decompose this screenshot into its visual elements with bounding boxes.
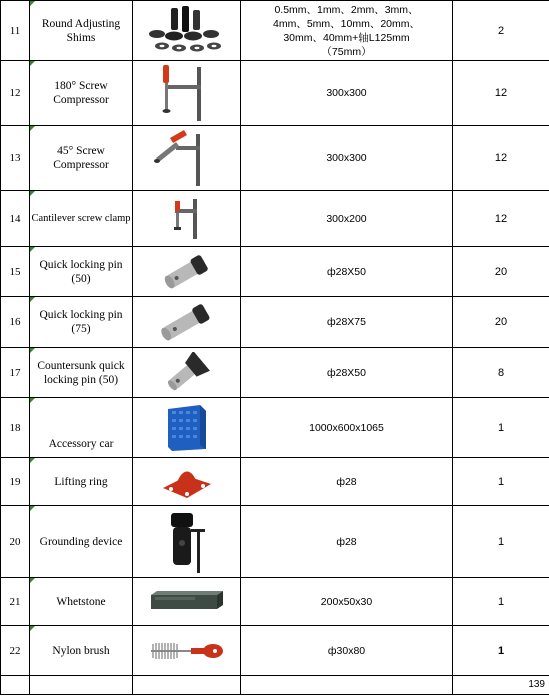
item-quantity: 1 <box>453 578 549 626</box>
screw-compressor-45-icon <box>133 126 241 191</box>
table-row <box>1 191 549 247</box>
table-row <box>1 348 549 398</box>
item-quantity: 12 <box>453 191 549 247</box>
item-spec: ф30x80 <box>241 626 453 676</box>
empty-cell <box>30 676 133 695</box>
item-quantity: 12 <box>453 126 549 191</box>
cantilever-clamp-icon <box>133 191 241 247</box>
item-spec: ф28X50 <box>241 348 453 398</box>
row-number: 18 <box>1 398 30 458</box>
item-quantity: 2 <box>453 1 549 61</box>
table-row <box>1 247 549 297</box>
table-row <box>1 458 549 506</box>
whetstone-icon <box>133 578 241 626</box>
item-spec: 1000x600x1065 <box>241 398 453 458</box>
item-spec: 0.5mm、1mm、2mm、3mm、4mm、5mm、10mm、20mm、30mm、40mm+轴L125mm（75mm） <box>241 1 453 61</box>
item-name: 180° Screw Compressor <box>30 61 133 126</box>
item-spec: ф28 <box>241 458 453 506</box>
row-number: 13 <box>1 126 30 191</box>
row-number: 20 <box>1 506 30 578</box>
item-name: Accessory car <box>30 398 133 458</box>
locking-pin-icon <box>133 297 241 348</box>
item-spec: ф28X75 <box>241 297 453 348</box>
page-number: 139 <box>528 679 545 690</box>
item-quantity: 20 <box>453 297 549 348</box>
item-spec: ф28 <box>241 506 453 578</box>
adjusting-shims-icon <box>133 1 241 61</box>
locking-pin-icon <box>133 247 241 297</box>
item-quantity: 1 <box>453 458 549 506</box>
table-row <box>1 398 549 458</box>
item-spec: 300x300 <box>241 61 453 126</box>
item-name: Cantilever screw clamp <box>30 191 133 247</box>
item-name: Countersunk quick locking pin (50) <box>30 348 133 398</box>
table-row <box>1 61 549 126</box>
item-quantity: 20 <box>453 247 549 297</box>
row-number: 12 <box>1 61 30 126</box>
row-number: 19 <box>1 458 30 506</box>
item-name: Round Adjusting Shims <box>30 1 133 61</box>
row-number: 16 <box>1 297 30 348</box>
empty-cell <box>133 676 241 695</box>
table-row <box>1 626 549 676</box>
grounding-device-icon <box>133 506 241 578</box>
item-name: 45° Screw Compressor <box>30 126 133 191</box>
row-number: 22 <box>1 626 30 676</box>
item-spec: 200x50x30 <box>241 578 453 626</box>
empty-cell <box>241 676 453 695</box>
row-number: 14 <box>1 191 30 247</box>
lifting-ring-icon <box>133 458 241 506</box>
item-quantity: 1 <box>453 398 549 458</box>
item-name: Nylon brush <box>30 626 133 676</box>
row-number: 17 <box>1 348 30 398</box>
screw-compressor-180-icon <box>133 61 241 126</box>
item-quantity: 1 <box>453 506 549 578</box>
item-quantity: 8 <box>453 348 549 398</box>
nylon-brush-icon <box>133 626 241 676</box>
table-row <box>1 1 549 61</box>
row-number: 11 <box>1 1 30 61</box>
row-number: 15 <box>1 247 30 297</box>
table-row <box>1 297 549 348</box>
table-footer-row <box>1 676 549 695</box>
accessory-car-icon <box>133 398 241 458</box>
page-number-cell <box>453 676 549 695</box>
item-name: Quick locking pin (75) <box>30 297 133 348</box>
empty-cell <box>1 676 30 695</box>
item-name: Grounding device <box>30 506 133 578</box>
item-quantity: 12 <box>453 61 549 126</box>
item-name: Quick locking pin (50) <box>30 247 133 297</box>
countersunk-pin-icon <box>133 348 241 398</box>
table-row <box>1 578 549 626</box>
item-name: Whetstone <box>30 578 133 626</box>
item-spec: ф28X50 <box>241 247 453 297</box>
item-spec: 300x200 <box>241 191 453 247</box>
item-quantity: 1 <box>453 626 549 676</box>
table-row <box>1 126 549 191</box>
row-number: 21 <box>1 578 30 626</box>
item-spec: 300x300 <box>241 126 453 191</box>
table-row <box>1 506 549 578</box>
item-name: Lifting ring <box>30 458 133 506</box>
